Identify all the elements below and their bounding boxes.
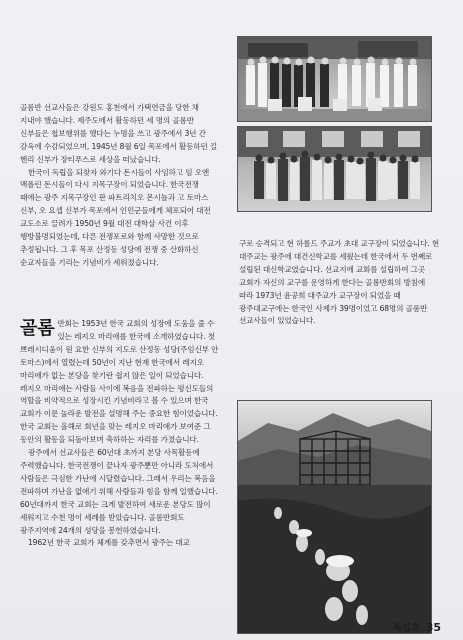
paragraph: 1962년 한국 교회가 체계를 갖추면서 광주는 대교 [28,538,190,548]
paragraph-text: 반회는 1953년 한국 교회의 성장에 도움을 줄 수 있는 레지오 마리애를 한국에 소개하였습니다. 첫 쁘레시디움이 원 요한 신부의 지도로 산정동 성당(주임신부 안 토마스)에서 열렸는데 50년이 지난 현재 한국에서 레지오 마리애가 없는 본당을 찾기란 쉽지 않은 일이 되었습니다. 레지오 마리애는 사람들 사이에 복음을 전파하는 평신도들의 역할을 비약적으로 성장시킨 기념비라고 볼 수 있으며 한국 교회가 이룬 놀라운 발전을 설명해 주는 중요한 힘이었습니다. 한국 교회는 올해로 회년을 맞는 레지오 마리애가 보여준 그 동안의 활동을 되돌아보며 축하하는 자리를 가졌습니다. [20,319,219,445]
text-column-left-top [20,102,222,270]
photo-missionaries-group [237,36,432,122]
paragraph: 광주에서 선교사들은 60년대 초까지 본당 사목활동에 주력했습니다. 한국전쟁이 끝나자 광주뿐만 아니라 도처에서 사람들은 극심한 가난에 시달렸습니다. 그래서 우리는 복음을 전파하며 가난을 없애기 위해 사람들과 힘을 함께 일했습니다. 60년대까지 한국 교회는 크게 발전하여 새로운 본당도 많이 세워지고 수천 명이 세례를 받았습니다. 골롬반회도 광주지역에 24개의 성당을 봉헌하였습니다. [20,448,218,535]
paragraph: 한국이 독립을 되찾자 와기다 돈시들이 사임하고 임 오엔 맥폴린 돈시들이 다시 지목구장이 되었습니다. 한국전쟁 때에는 광주 지목구장인 판 파트리치오 몬시뇰과 고 토마스 신부, 오 요셉 신부가 목포에서 인민군들에게 체포되어 대전 교도소로 끌려가 1950년 9월 대전 대학살 사건 이후 행방불명되었는데, 다른 전쟁포로와 함께 사망한 것으로 추정됩니다. 그 후 목포 산정동 성당에 전쟁 중 산화하신 순교자들을 기리는 기념비가 세워졌습니다. [20,167,211,267]
paragraph: 골롬반 선교사들은 강원도 홍천에서 가택연금을 당한 채 지내야 했습니다. 제주도에서 활동하던 세 명의 골롬반 신부들은 첩보행위를 했다는 누명을 쓰고 광주에서 3년 간 감옥에 수감되었으며, 1945년 8월 6일 목포에서 활동하던 길 헨리 신부가 장티푸스로 세상을 떠났습니다. [20,103,218,164]
footer-title: 특집호 [393,624,420,634]
dropcap: 골롬 [20,318,55,339]
photo-church-construction [237,400,432,634]
paragraph-with-dropcap [20,318,222,447]
page-footer [393,621,441,634]
photo-children-group [237,126,432,212]
text-column-right [239,238,439,328]
page-number: 35 [425,621,441,634]
text-column-left-bottom [20,318,222,550]
paragraph: 구로 승격되고 현 하롤드 주교가 초대 교구장이 되었습니다. 현 대주교는 광주에 대건신학교를 세웠는데 한국에서 두 번째로 설립된 대신학교였습니다. 선교지에 교회를 설립하여 그곳 교회가 자신의 교구를 운영하게 한다는 골롬반회의 방침에 따라 1973년 윤공희 대주교가 교구장이 되었을 때 광주대교구에는 한국인 사제가 39명이었고 68명의 골롬반 선교사들이 있었습니다. [239,239,440,326]
photo-church-construction-image [238,401,431,633]
photo-children-group-image [238,127,431,211]
photo-missionaries-group-image [238,37,431,121]
